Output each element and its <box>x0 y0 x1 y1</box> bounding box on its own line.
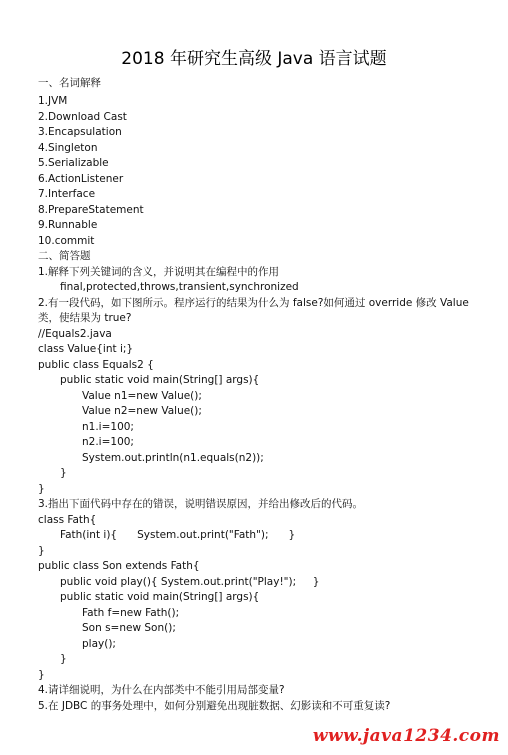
text-line: } <box>38 545 45 557</box>
text-line: public static void main(String[] args){ <box>60 591 260 603</box>
text-line: 2.有一段代码，如下图所示。程序运行的结果为什么为 false?如何通过 override 修改 Value <box>38 297 469 309</box>
text-line: //Equals2.java <box>38 328 112 340</box>
text-line: class Value{int i;} <box>38 343 134 355</box>
text-line: play(); <box>82 638 116 650</box>
text-line: Son s=new Son(); <box>82 622 176 634</box>
text-line: 7.Interface <box>38 188 96 200</box>
text-line: Fath f=new Fath(); <box>82 607 180 619</box>
text-line: 9.Runnable <box>38 219 98 231</box>
text-line: n1.i=100; <box>82 421 134 433</box>
text-line: public class Equals2 { <box>38 359 154 371</box>
watermark-logo: www.java1234.com <box>312 726 500 746</box>
text-line: 3.Encapsulation <box>38 126 122 138</box>
text-line: 10.commit <box>38 235 95 247</box>
text-line: } <box>38 483 45 495</box>
text-line: 6.ActionListener <box>38 173 124 185</box>
text-line: } <box>60 467 67 479</box>
text-line: 二、简答题 <box>38 250 91 262</box>
text-line: public class Son extends Fath{ <box>38 560 200 572</box>
text-line: public static void main(String[] args){ <box>60 374 260 386</box>
text-line: } <box>60 653 67 665</box>
text-line: 4.Singleton <box>38 142 98 154</box>
text-line: 1.JVM <box>38 95 68 107</box>
text-line: Fath(int i){ System.out.print("Fath"); } <box>60 529 296 541</box>
text-line: 类，使结果为 true? <box>38 312 132 324</box>
text-line: 一、名词解释 <box>38 77 101 89</box>
text-line: 5.在 JDBC 的事务处理中，如何分别避免出现脏数据、幻影读和不可重复读? <box>38 700 391 712</box>
text-line: 3.指出下面代码中存在的错误，说明错误原因，并给出修改后的代码。 <box>38 498 364 510</box>
text-line: 8.PrepareStatement <box>38 204 144 216</box>
text-line: System.out.println(n1.equals(n2)); <box>82 452 264 464</box>
text-line: 2.Download Cast <box>38 111 127 123</box>
text-line: } <box>38 669 45 681</box>
text-line: 4.请详细说明，为什么在内部类中不能引用局部变量? <box>38 684 285 696</box>
text-line: Value n2=new Value(); <box>82 405 202 417</box>
text-line: 5.Serializable <box>38 157 109 169</box>
text-line: n2.i=100; <box>82 436 134 448</box>
text-line: class Fath{ <box>38 514 97 526</box>
text-line: Value n1=new Value(); <box>82 390 202 402</box>
text-line: final,protected,throws,transient,synchronized <box>60 281 299 293</box>
text-line: 1.解释下列关键词的含义，并说明其在编程中的作用 <box>38 266 280 278</box>
text-line: public void play(){ System.out.print("Play!"); } <box>60 576 320 588</box>
document-title: 2018 年研究生高级 Java 语言试题 <box>121 49 387 69</box>
